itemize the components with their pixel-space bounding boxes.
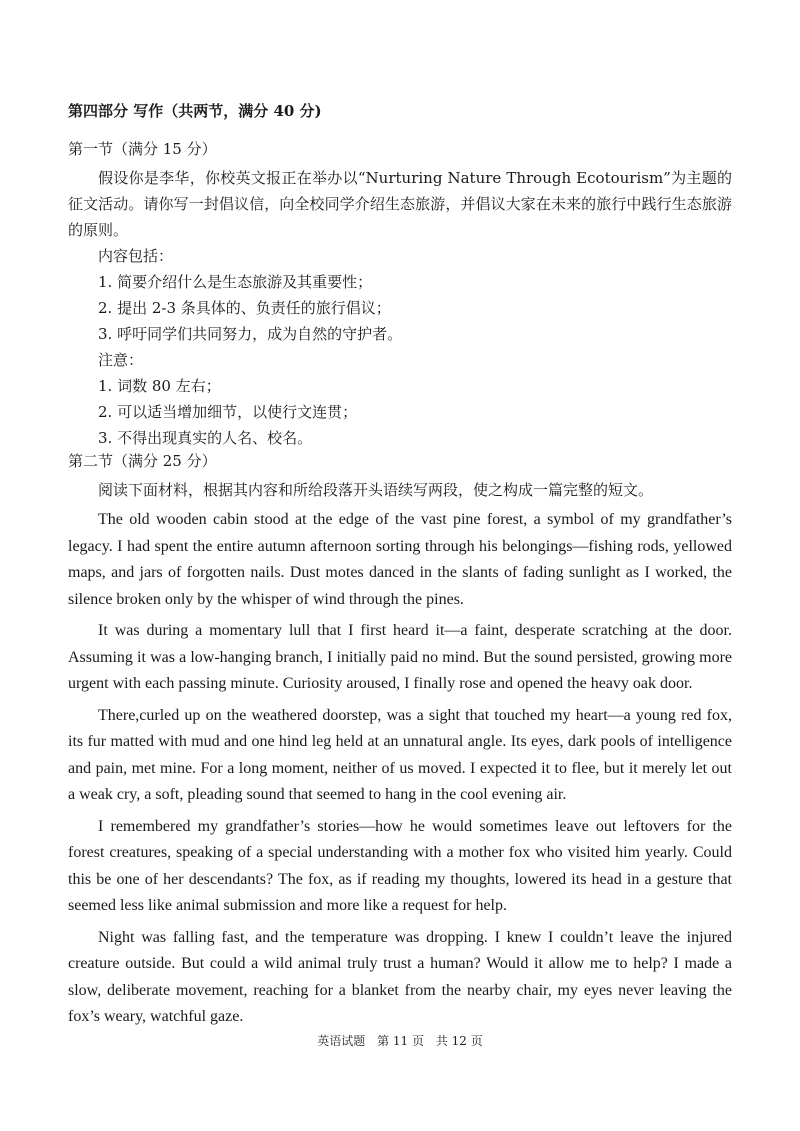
notes-label: 注意：: [98, 351, 144, 369]
story-paragraph: Night was falling fast, and the temperature was dropping. I knew I couldn’t leave the injured creature outside. But could a wild animal truly trust a human? Would it allow me to help? I made a slow, deliberate movement, reaching for a blanket from the nearby chair, my eyes never leaving the fox’s weary, watchful gaze.: [68, 928, 732, 1025]
footer-subject: 英语试题: [317, 1034, 366, 1048]
footer-total: 共 12 页: [435, 1034, 483, 1048]
section-1: [68, 139, 732, 451]
story-paragraph: There,curled up on the weathered doorstep, was a sight that touched my heart—a young red fox, its fur matted with mud and one hind leg held at an unnatural angle. Its eyes, dark pools of intelligence and pain, met mine. For a long moment, neither of us moved. I expected it to flee, but it merely let out a weak cry, a soft, pleading sound that seemed to hang in the cool evening air.: [68, 706, 732, 803]
content-label: 内容包括：: [98, 247, 174, 265]
note-item: 1. 词数 80 左右；: [98, 377, 221, 395]
page-footer: [0, 1033, 800, 1049]
part-title: 第四部分 写作（共两节，满分 40 分): [68, 102, 322, 120]
footer-page: 第 11 页: [377, 1034, 424, 1048]
note-item: 2. 可以适当增加细节，以使行文连贯；: [98, 403, 358, 421]
story-paragraph: I remembered my grandfather’s stories—how he would sometimes leave out leftovers for the forest creatures, speaking of a special understanding with a mother fox who visited him yearly. Could this be one of her descendants? The fox, as if reading my thoughts, lowered its head in a gesture that seemed less like animal submission and more like a request for help.: [68, 817, 732, 914]
section-1-title: 第一节（满分 15 分）: [68, 140, 217, 158]
content-item: 2. 提出 2-3 条具体的、负责任的旅行倡议；: [98, 299, 391, 317]
section-2-title: 第二节（满分 25 分）: [68, 452, 217, 470]
story-paragraph: The old wooden cabin stood at the edge of the vast pine forest, a symbol of my grandfather’s legacy. I had spent the entire autumn afternoon sorting through his belongings—fishing rods, yellowed maps, and jars of forgotten nails. Dust motes danced in the slants of fading sunlight as I worked, the silence broken only by the whisper of wind through the pines.: [68, 511, 732, 608]
writing-section: [68, 101, 732, 1036]
story-paragraph: It was during a momentary lull that I first heard it—a faint, desperate scratching at the door. Assuming it was a low-hanging branch, I initially paid no mind. But the sound persisted, growing more urgent with each passing minute. Curiosity aroused, I finally rose and opened the heavy oak door.: [68, 622, 732, 692]
content-item: 1. 简要介绍什么是生态旅游及其重要性；: [98, 273, 373, 291]
content-item: 3. 呼吁同学们共同努力，成为自然的守护者。: [98, 325, 403, 343]
note-item: 3. 不得出现真实的人名、校名。: [98, 429, 313, 447]
section-1-intro: 假设你是李华，你校英文报正在举办以“Nurturing Nature Through Ecotourism”为主题的征文活动。请你写一封倡议信，向全校同学介绍生态旅游，并倡议大家在未来的旅行中践行生态旅游的原则。: [68, 169, 732, 239]
section-2-instruction: 阅读下面材料，根据其内容和所给段落开头语续写两段，使之构成一篇完整的短文。: [98, 481, 654, 499]
section-2: [68, 451, 732, 1031]
